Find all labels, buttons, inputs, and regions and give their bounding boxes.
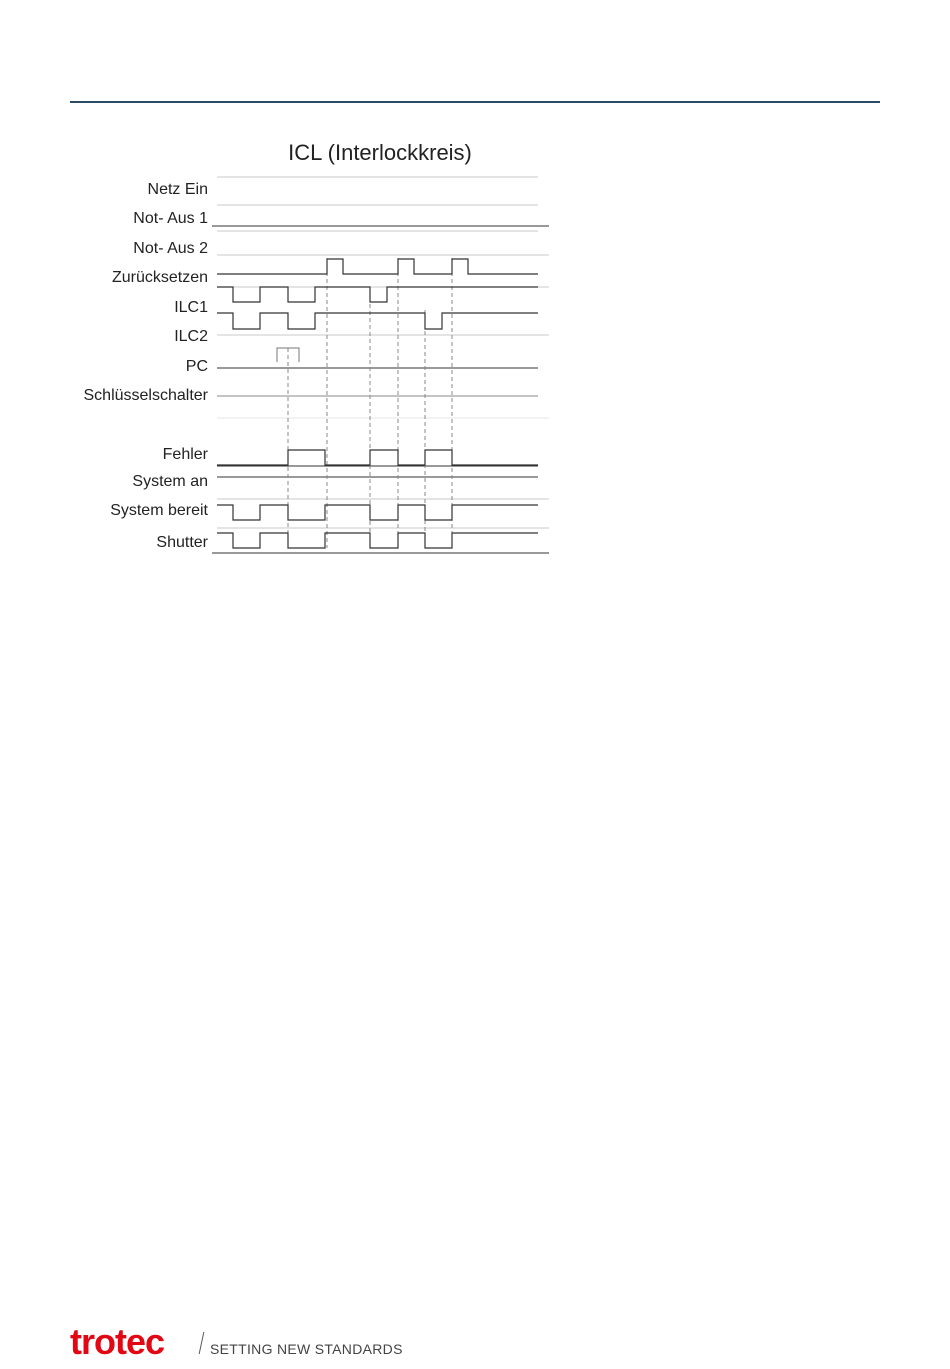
signal-label-schluesselschalter: Schlüsselschalter	[83, 387, 208, 404]
signal-labels	[84, 181, 209, 551]
signal-label-zuruecksetzen: Zurücksetzen	[111, 269, 208, 286]
signal-baselines	[212, 226, 549, 553]
signal-label-ilc2: ILC2	[174, 328, 208, 345]
row-separators	[217, 177, 549, 528]
footer-tagline: SETTING NEW STANDARDS	[210, 1341, 403, 1357]
diagram-title: ICL (Interlockkreis)	[288, 140, 472, 165]
trotec-logo: trotec	[70, 1321, 165, 1362]
signal-label-system-an: System an	[132, 473, 208, 490]
signal-label-ilc1: ILC1	[174, 299, 208, 316]
waveform-system-bereit	[217, 505, 538, 520]
waveform-shutter	[217, 533, 538, 548]
signal-label-system-bereit: System bereit	[110, 502, 208, 519]
waveform-zuruecksetzen	[217, 259, 538, 274]
signal-label-netz-ein: Netz Ein	[147, 181, 208, 198]
signal-label-shutter: Shutter	[156, 534, 208, 551]
footer-separator	[199, 1332, 205, 1354]
signal-label-fehler: Fehler	[162, 446, 208, 463]
signal-label-not-aus-1: Not- Aus 1	[133, 210, 208, 227]
waveforms	[217, 259, 538, 548]
waveform-ilc1	[217, 287, 538, 302]
waveform-fehler	[217, 450, 538, 465]
interlock-timing-diagram	[0, 0, 950, 600]
page-footer	[70, 1322, 770, 1362]
signal-label-pc: PC	[185, 358, 208, 375]
signal-label-not-aus-2: Not- Aus 2	[133, 240, 208, 257]
waveform-ilc2	[217, 313, 538, 329]
